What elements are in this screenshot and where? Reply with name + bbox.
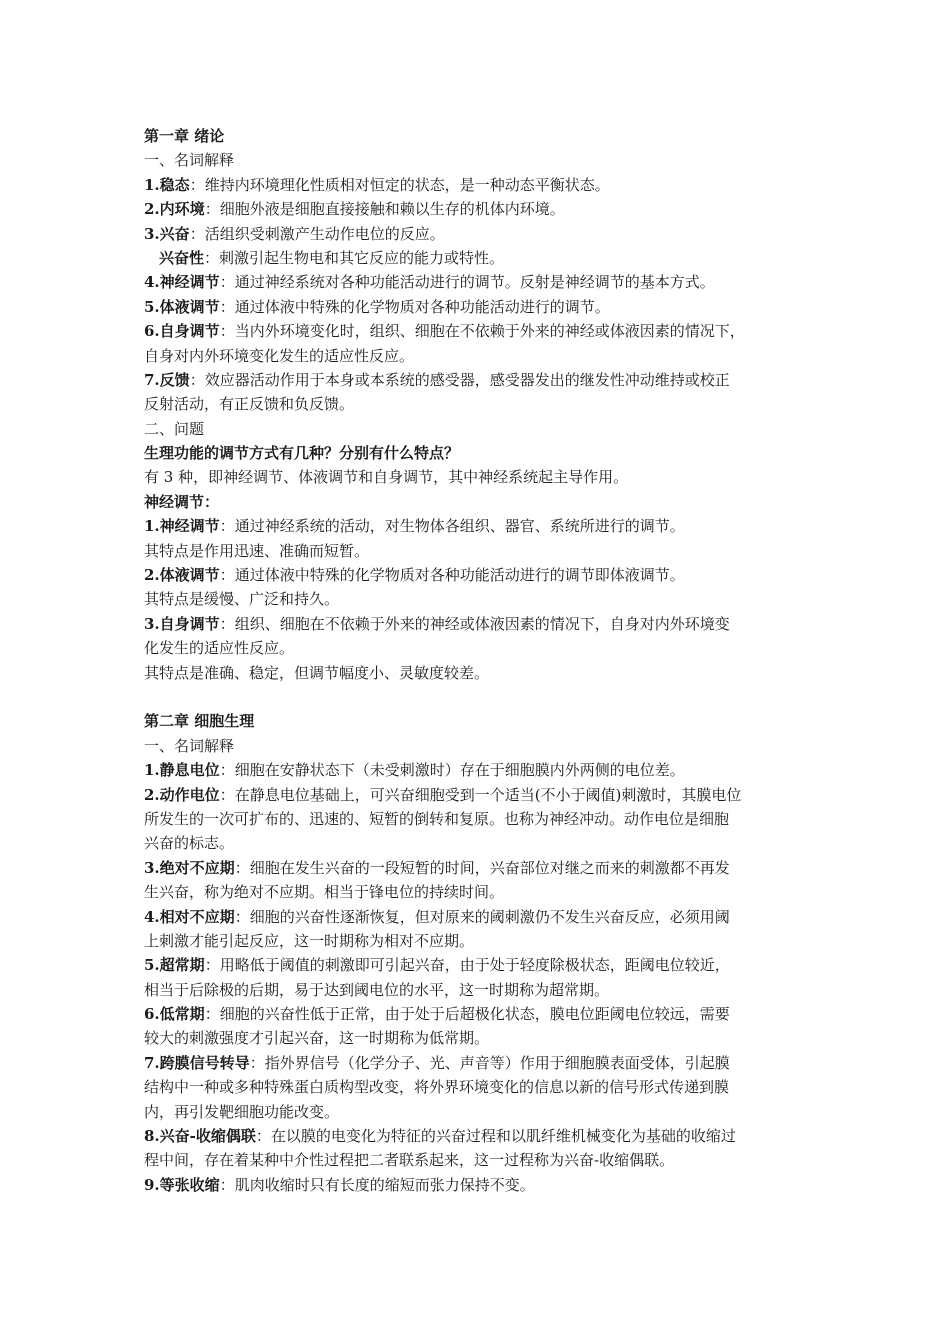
term-definition [144, 246, 814, 270]
answer-feature: 其特点是准确、稳定，但调节幅度小、灵敏度较差。 [144, 663, 490, 682]
term-number: 3. [144, 224, 160, 243]
answer-item [144, 563, 814, 587]
term-definition [144, 319, 814, 343]
term-continuation: 反射活动，有正反馈和负反馈。 [144, 395, 355, 414]
term-name: 兴奋-收缩偶联 [159, 1127, 256, 1146]
term-number: 7. [144, 1053, 160, 1072]
term-definition [144, 197, 814, 221]
document-page [144, 124, 814, 1197]
term-text: ：通过体液中特殊的化学物质对各种功能活动进行的调节。 [219, 297, 610, 316]
term-name: 绝对不应期 [159, 858, 235, 877]
answer-text: ：通过体液中特殊的化学物质对各种功能活动进行的调节即体液调节。 [219, 566, 685, 585]
term-text: ：细胞的兴奋性逐渐恢复，但对原来的阈刺激仍不发生兴奋反应，必须用阈 [234, 907, 730, 926]
term-name: 兴奋 [159, 224, 190, 243]
term-name: 神经调节 [159, 273, 220, 292]
term-number: 9. [144, 1175, 160, 1194]
term-name: 动作电位 [159, 785, 220, 804]
term-number: 1. [144, 175, 160, 194]
term-name: 体液调节 [159, 297, 220, 316]
term-number: 5. [144, 297, 160, 316]
term-text: ：维持内环境理化性质相对恒定的状态，是一种动态平衡状态。 [189, 175, 610, 194]
term-continuation: 结构中一种或多种特殊蛋白质构型改变，将外界环境变化的信息以新的信号形式传递到膜 [144, 1078, 730, 1097]
section-heading: 一、名词解释 [144, 736, 235, 755]
answer-number: 3. [144, 614, 160, 633]
term-text: ：用略低于阈值的刺激即可引起兴奋，由于处于轻度除极状态，距阈电位较近， [204, 956, 730, 975]
term-definition [144, 173, 814, 197]
term-number: 3. [144, 858, 160, 877]
term-definition [144, 758, 814, 782]
question [144, 441, 814, 465]
term-name: 静息电位 [159, 761, 220, 780]
answer-continuation: 化发生的适应性反应。 [144, 639, 295, 658]
term-number: 8. [144, 1127, 160, 1146]
term-name: 内环境 [159, 200, 205, 219]
answer-number: 2. [144, 566, 160, 585]
answer-heading-text: 神经调节： [144, 492, 220, 511]
term-continuation: 相当于后除极的后期，易于达到阈电位的水平，这一时期称为超常期。 [144, 980, 610, 999]
term-number: 2. [144, 200, 160, 219]
term-name: 低常期 [159, 1005, 205, 1024]
term-text: ：当内外环境变化时，组织、细胞在不依赖于外来的神经或体液因素的情况下， [219, 322, 745, 341]
term-name: 等张收缩 [159, 1175, 220, 1194]
term-text: ：通过神经系统对各种功能活动进行的调节。反射是神经调节的基本方式。 [219, 273, 715, 292]
term-name: 跨膜信号转导 [159, 1053, 250, 1072]
term-continuation: 生兴奋，称为绝对不应期。相当于锋电位的持续时间。 [144, 883, 505, 902]
term-definition [144, 783, 814, 807]
term-continuation: 程中间，存在着某种中介性过程把二者联系起来，这一过程称为兴奋-收缩偶联。 [144, 1151, 675, 1170]
term-text: ：细胞的兴奋性低于正常，由于处于后超极化状态，膜电位距阈电位较远，需要 [204, 1005, 730, 1024]
chapter-gap [144, 685, 814, 709]
question-text: 生理功能的调节方式有几种？分别有什么特点？ [144, 444, 460, 463]
term-text: ：细胞在安静状态下（未受刺激时）存在于细胞膜内外两侧的电位差。 [219, 761, 685, 780]
term-text: ：肌肉收缩时只有长度的缩短而张力保持不变。 [219, 1175, 535, 1194]
answer-heading [144, 490, 814, 514]
term-number: 4. [144, 907, 160, 926]
answer-term: 神经调节 [159, 517, 220, 536]
term-text: ：在静息电位基础上，可兴奋细胞受到一个适当(不小于阈值)刺激时，其膜电位 [219, 785, 742, 804]
term-name: 反馈 [159, 370, 190, 389]
term-number: 1. [144, 761, 160, 780]
term-continuation: 较大的刺激强度才引起兴奋，这一时期称为低常期。 [144, 1029, 490, 1048]
term-name: 自身调节 [159, 322, 220, 341]
term-text: ：指外界信号（化学分子、光、声音等）作用于细胞膜表面受体，引起膜 [249, 1053, 730, 1072]
section-heading: 二、问题 [144, 419, 205, 438]
answer-feature: 其特点是缓慢、广泛和持久。 [144, 590, 340, 609]
term-definition [144, 270, 814, 294]
term-definition [144, 1173, 814, 1197]
term-number: 2. [144, 785, 160, 804]
term-continuation: 兴奋的标志。 [144, 834, 235, 853]
section-heading: 一、名词解释 [144, 151, 235, 170]
term-definition [144, 905, 814, 929]
term-name: 稳态 [159, 175, 190, 194]
answer-item [144, 612, 814, 636]
answer-text: ：通过神经系统的活动，对生物体各组织、器官、系统所进行的调节。 [219, 517, 685, 536]
chapter-title: 第二章 细胞生理 [144, 712, 255, 731]
term-definition [144, 953, 814, 977]
term-definition [144, 1051, 814, 1075]
term-continuation: 内，再引发靶细胞功能改变。 [144, 1102, 340, 1121]
term-text: ：细胞外液是细胞直接接触和赖以生存的机体内环境。 [204, 200, 565, 219]
answer-term: 体液调节 [159, 566, 220, 585]
answer-intro: 有 3 种，即神经调节、体液调节和自身调节，其中神经系统起主导作用。 [144, 468, 629, 487]
term-definition [144, 856, 814, 880]
term-number: 4. [144, 273, 160, 292]
term-definition [144, 1124, 814, 1148]
term-text: ：效应器活动作用于本身或本系统的感受器，感受器发出的继发性冲动维持或校正 [189, 370, 730, 389]
term-name: 兴奋性 [159, 248, 205, 267]
term-number: 7. [144, 370, 160, 389]
term-text: ：活组织受刺激产生动作电位的反应。 [189, 224, 445, 243]
term-text: ：细胞在发生兴奋的一段短暂的时间，兴奋部位对继之而来的刺激都不再发 [234, 858, 730, 877]
term-number: 6. [144, 322, 160, 341]
term-definition [144, 295, 814, 319]
term-number: 6. [144, 1005, 160, 1024]
term-definition [144, 222, 814, 246]
term-definition [144, 1002, 814, 1026]
answer-text: ：组织、细胞在不依赖于外来的神经或体液因素的情况下，自身对内外环境变 [219, 614, 730, 633]
term-continuation: 上刺激才能引起反应，这一时期称为相对不应期。 [144, 931, 475, 950]
answer-number: 1. [144, 517, 160, 536]
term-continuation: 所发生的一次可扩布的、迅速的、短暂的倒转和复原。也称为神经冲动。动作电位是细胞 [144, 809, 730, 828]
term-name: 超常期 [159, 956, 205, 975]
answer-term: 自身调节 [159, 614, 220, 633]
term-continuation: 自身对内外环境变化发生的适应性反应。 [144, 346, 415, 365]
term-definition [144, 368, 814, 392]
answer-feature: 其特点是作用迅速、准确而短暂。 [144, 541, 370, 560]
answer-item [144, 514, 814, 538]
term-name: 相对不应期 [159, 907, 235, 926]
term-number: 5. [144, 956, 160, 975]
term-text: ：在以膜的电变化为特征的兴奋过程和以肌纤维机械变化为基础的收缩过 [255, 1127, 736, 1146]
term-text: ：刺激引起生物电和其它反应的能力或特性。 [204, 248, 505, 267]
chapter-title: 第一章 绪论 [144, 127, 225, 145]
